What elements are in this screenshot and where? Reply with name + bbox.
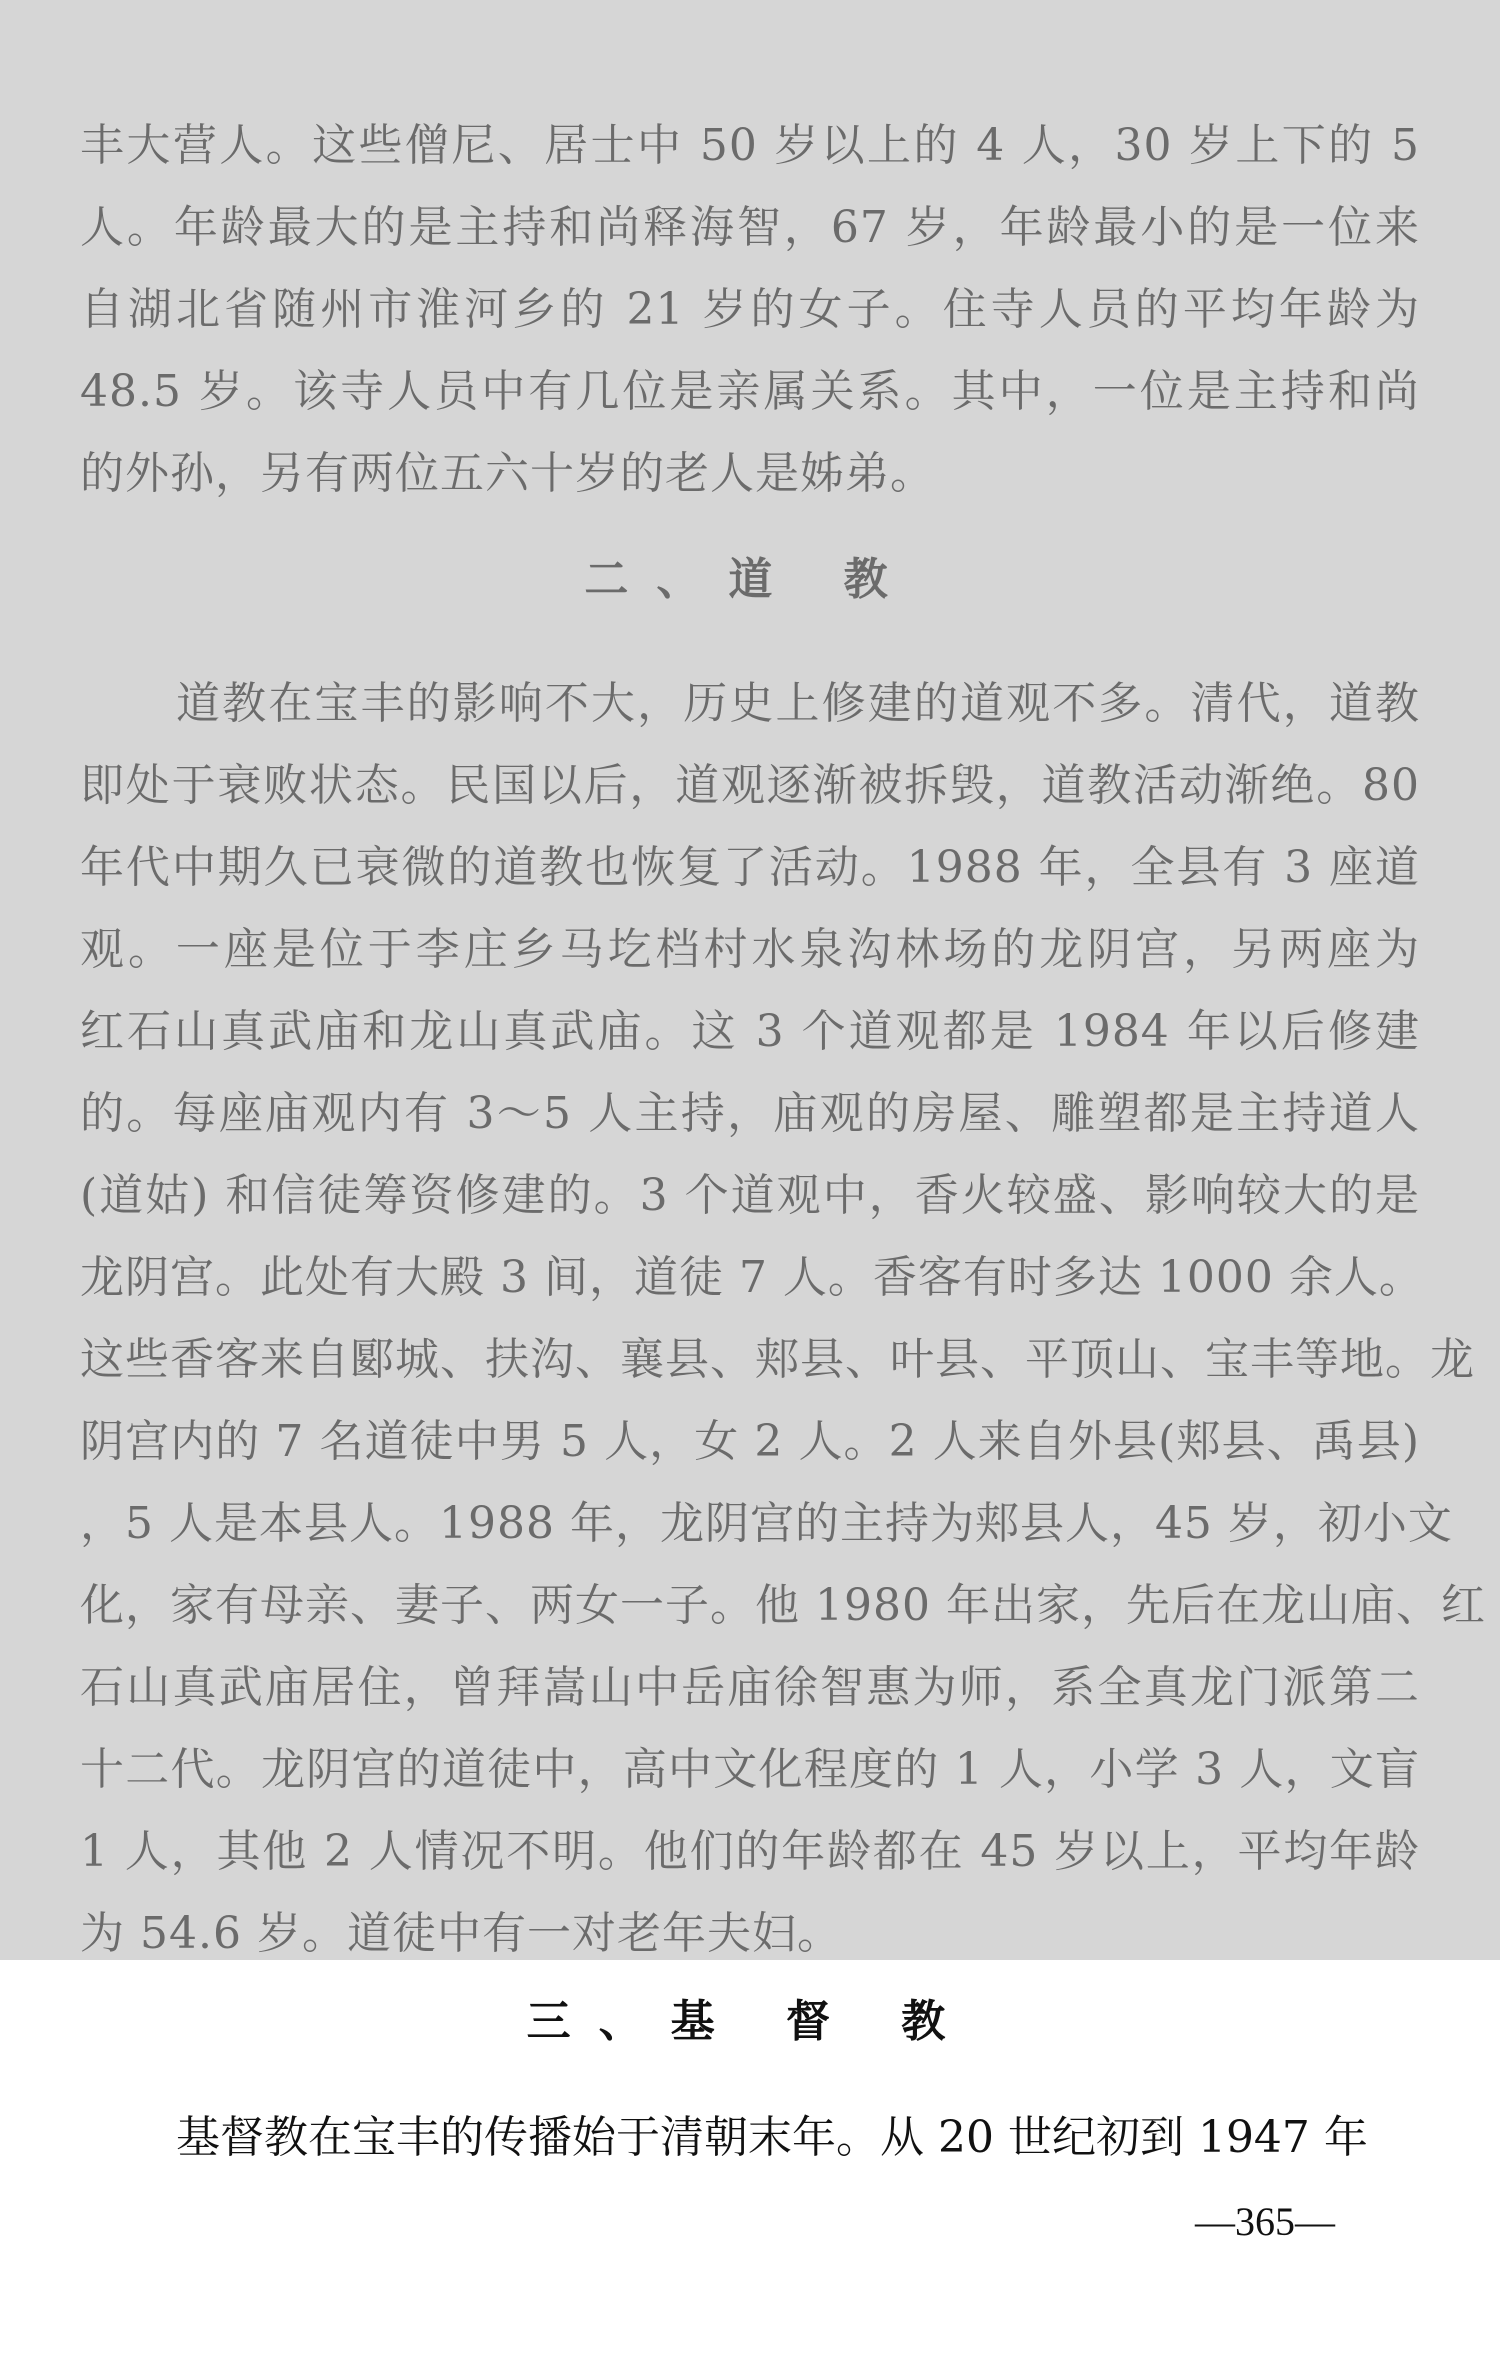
paragraph-line: 这些香客来自郾城、扶沟、襄县、郏县、叶县、平顶山、宝丰等地。龙 <box>80 1334 1475 1385</box>
paragraph-line: 道教在宝丰的影响不大，历史上修建的道观不多。清代，道教 <box>176 678 1420 729</box>
paragraph-line: 红石山真武庙和龙山真武庙。这 3 个道观都是 1984 年以后修建 <box>80 1006 1420 1057</box>
daoism-paragraph <box>80 663 1486 1975</box>
paragraph-line: 48.5 岁。该寺人员中有几位是亲属关系。其中，一位是主持和尚 <box>80 366 1420 417</box>
section-heading-daoism: 二、道 教 <box>584 554 916 605</box>
paragraph-line: 1 人，其他 2 人情况不明。他们的年龄都在 45 岁以上，平均年龄 <box>80 1826 1420 1877</box>
paragraph-line: 人。年龄最大的是主持和尚释海智，67 岁，年龄最小的是一位来 <box>80 202 1420 253</box>
page-number: —365— <box>1195 2199 1335 2244</box>
paragraph-line: 年代中期久已衰微的道教也恢复了活动。1988 年，全县有 3 座道 <box>80 842 1420 893</box>
section1-paragraph <box>80 105 1420 515</box>
paragraph-line: 的外孙，另有两位五六十岁的老人是姊弟。 <box>80 448 935 499</box>
christianity-paragraph: 基督教在宝丰的传播始于清朝末年。从 20 世纪初到 1947 年 <box>176 2112 1368 2163</box>
paragraph-line: (道姑) 和信徒筹资修建的。3 个道观中，香火较盛、影响较大的是 <box>80 1170 1420 1221</box>
paragraph-line: 的。每座庙观内有 3～5 人主持，庙观的房屋、雕塑都是主持道人 <box>80 1088 1420 1139</box>
paragraph-line: 即处于衰败状态。民国以后，道观逐渐被拆毁，道教活动渐绝。80 <box>80 760 1420 811</box>
paragraph-line: 为 54.6 岁。道徒中有一对老年夫妇。 <box>80 1908 842 1959</box>
paragraph-line: 观。一座是位于李庄乡马圪档村水泉沟林场的龙阴宫，另两座为 <box>80 924 1420 975</box>
paragraph-line: 石山真武庙居住，曾拜嵩山中岳庙徐智惠为师，系全真龙门派第二 <box>80 1662 1420 1713</box>
paragraph-line: 自湖北省随州市淮河乡的 21 岁的女子。住寺人员的平均年龄为 <box>80 284 1420 335</box>
paragraph-line: 龙阴宫。此处有大殿 3 间，道徒 7 人。香客有时多达 1000 余人。 <box>80 1252 1424 1303</box>
paragraph-line: 阴宫内的 7 名道徒中男 5 人，女 2 人。2 人来自外县(郏县、禹县) <box>80 1416 1420 1467</box>
section-heading-christianity: 三、基 督 教 <box>526 1996 974 2047</box>
paragraph-line: 丰大营人。这些僧尼、居士中 50 岁以上的 4 人，30 岁上下的 5 <box>80 120 1420 171</box>
paragraph-line: ，5 人是本县人。1988 年，龙阴宫的主持为郏县人，45 岁，初小文 <box>80 1498 1453 1549</box>
paragraph-line: 化，家有母亲、妻子、两女一子。他 1980 年出家，先后在龙山庙、红 <box>80 1580 1486 1631</box>
paragraph-line: 十二代。龙阴宫的道徒中，高中文化程度的 1 人，小学 3 人，文盲 <box>80 1744 1420 1795</box>
